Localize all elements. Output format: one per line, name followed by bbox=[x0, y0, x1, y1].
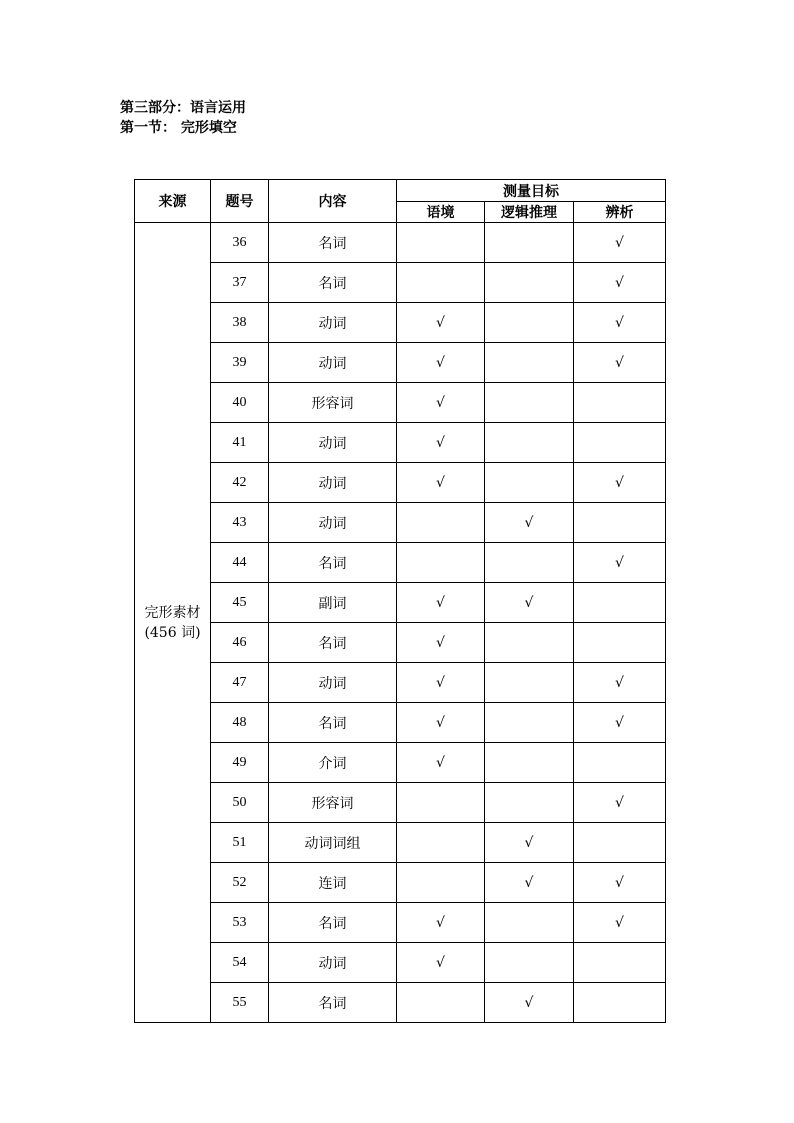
check-mark-icon: √ bbox=[436, 434, 445, 451]
section-title: 第一节： 完形填空 bbox=[120, 120, 237, 136]
table-row bbox=[135, 223, 666, 263]
part-title: 第三部分：语言运用 bbox=[120, 100, 246, 116]
discrimination-mark-cell bbox=[574, 663, 666, 703]
context-mark-cell bbox=[397, 903, 485, 943]
question-content: 名词 bbox=[269, 703, 397, 743]
discrimination-mark-cell bbox=[574, 543, 666, 583]
discrimination-mark-cell bbox=[574, 503, 666, 543]
check-mark-icon: √ bbox=[615, 674, 624, 691]
table-row bbox=[135, 343, 666, 383]
context-mark-cell bbox=[397, 223, 485, 263]
logic-mark-cell bbox=[485, 503, 574, 543]
context-mark-cell bbox=[397, 543, 485, 583]
question-content: 连词 bbox=[269, 863, 397, 903]
question-number: 45 bbox=[211, 583, 269, 623]
context-mark-cell bbox=[397, 623, 485, 663]
question-content: 介词 bbox=[269, 743, 397, 783]
question-content: 动词 bbox=[269, 463, 397, 503]
question-number: 42 bbox=[211, 463, 269, 503]
check-mark-icon: √ bbox=[436, 394, 445, 411]
context-mark-cell bbox=[397, 783, 485, 823]
discrimination-mark-cell bbox=[574, 303, 666, 343]
check-mark-icon: √ bbox=[524, 594, 534, 611]
context-mark-cell bbox=[397, 463, 485, 503]
logic-mark-cell bbox=[485, 703, 574, 743]
logic-mark-cell bbox=[485, 783, 574, 823]
col-header-discrimination: 辨析 bbox=[574, 202, 666, 223]
question-content: 形容词 bbox=[269, 783, 397, 823]
table-row bbox=[135, 663, 666, 703]
table-row bbox=[135, 703, 666, 743]
context-mark-cell bbox=[397, 863, 485, 903]
question-content: 形容词 bbox=[269, 383, 397, 423]
context-mark-cell bbox=[397, 303, 485, 343]
check-mark-icon: √ bbox=[436, 914, 445, 931]
source-label: 完形素材 bbox=[144, 604, 201, 621]
logic-mark-cell bbox=[485, 423, 574, 463]
question-content: 名词 bbox=[269, 263, 397, 303]
context-mark-cell bbox=[397, 383, 485, 423]
logic-mark-cell bbox=[485, 823, 574, 863]
question-number: 53 bbox=[211, 903, 269, 943]
question-content: 动词 bbox=[269, 943, 397, 983]
check-mark-icon: √ bbox=[436, 634, 445, 651]
table-row bbox=[135, 863, 666, 903]
table-row bbox=[135, 583, 666, 623]
col-header-number: 题号 bbox=[211, 180, 269, 223]
question-content: 动词 bbox=[269, 503, 397, 543]
discrimination-mark-cell bbox=[574, 943, 666, 983]
table-row bbox=[135, 783, 666, 823]
question-number: 41 bbox=[211, 423, 269, 463]
check-mark-icon: √ bbox=[436, 594, 445, 611]
context-mark-cell bbox=[397, 743, 485, 783]
logic-mark-cell bbox=[485, 223, 574, 263]
discrimination-mark-cell bbox=[574, 223, 666, 263]
check-mark-icon: √ bbox=[524, 874, 534, 891]
document-headings bbox=[120, 98, 246, 138]
discrimination-mark-cell bbox=[574, 423, 666, 463]
table-row bbox=[135, 903, 666, 943]
check-mark-icon: √ bbox=[436, 714, 445, 731]
check-mark-icon: √ bbox=[615, 554, 624, 571]
check-mark-icon: √ bbox=[615, 714, 624, 731]
table-row bbox=[135, 383, 666, 423]
check-mark-icon: √ bbox=[436, 754, 445, 771]
check-mark-icon: √ bbox=[436, 314, 445, 331]
discrimination-mark-cell bbox=[574, 863, 666, 903]
source-word-count: (456 词) bbox=[144, 624, 201, 641]
table-row bbox=[135, 823, 666, 863]
question-content: 名词 bbox=[269, 623, 397, 663]
question-content: 名词 bbox=[269, 983, 397, 1023]
logic-mark-cell bbox=[485, 743, 574, 783]
question-content: 动词词组 bbox=[269, 823, 397, 863]
context-mark-cell bbox=[397, 503, 485, 543]
check-mark-icon: √ bbox=[615, 914, 624, 931]
context-mark-cell bbox=[397, 943, 485, 983]
check-mark-icon: √ bbox=[615, 314, 624, 331]
logic-mark-cell bbox=[485, 463, 574, 503]
question-number: 51 bbox=[211, 823, 269, 863]
col-header-content: 内容 bbox=[269, 180, 397, 223]
question-content: 名词 bbox=[269, 543, 397, 583]
question-number: 52 bbox=[211, 863, 269, 903]
logic-mark-cell bbox=[485, 383, 574, 423]
source-cell bbox=[135, 223, 211, 1023]
discrimination-mark-cell bbox=[574, 703, 666, 743]
logic-mark-cell bbox=[485, 663, 574, 703]
table-row bbox=[135, 983, 666, 1023]
question-number: 38 bbox=[211, 303, 269, 343]
table-row bbox=[135, 543, 666, 583]
check-mark-icon: √ bbox=[436, 354, 445, 371]
table-row bbox=[135, 263, 666, 303]
question-number: 37 bbox=[211, 263, 269, 303]
question-content: 名词 bbox=[269, 903, 397, 943]
logic-mark-cell bbox=[485, 623, 574, 663]
table-row bbox=[135, 503, 666, 543]
table-row bbox=[135, 743, 666, 783]
logic-mark-cell bbox=[485, 943, 574, 983]
logic-mark-cell bbox=[485, 903, 574, 943]
check-mark-icon: √ bbox=[615, 274, 624, 291]
logic-mark-cell bbox=[485, 263, 574, 303]
col-header-source: 来源 bbox=[135, 180, 211, 223]
check-mark-icon: √ bbox=[524, 994, 534, 1011]
check-mark-icon: √ bbox=[615, 794, 624, 811]
table-row bbox=[135, 303, 666, 343]
discrimination-mark-cell bbox=[574, 383, 666, 423]
discrimination-mark-cell bbox=[574, 823, 666, 863]
question-number: 46 bbox=[211, 623, 269, 663]
context-mark-cell bbox=[397, 983, 485, 1023]
context-mark-cell bbox=[397, 703, 485, 743]
check-mark-icon: √ bbox=[615, 234, 624, 251]
question-number: 54 bbox=[211, 943, 269, 983]
check-mark-icon: √ bbox=[524, 514, 534, 531]
question-number: 36 bbox=[211, 223, 269, 263]
question-number: 44 bbox=[211, 543, 269, 583]
check-mark-icon: √ bbox=[524, 834, 534, 851]
logic-mark-cell bbox=[485, 863, 574, 903]
table-row bbox=[135, 463, 666, 503]
question-number: 48 bbox=[211, 703, 269, 743]
question-content: 动词 bbox=[269, 303, 397, 343]
check-mark-icon: √ bbox=[615, 874, 624, 891]
check-mark-icon: √ bbox=[436, 954, 445, 971]
discrimination-mark-cell bbox=[574, 623, 666, 663]
logic-mark-cell bbox=[485, 303, 574, 343]
col-header-logic: 逻辑推理 bbox=[485, 202, 574, 223]
table-row bbox=[135, 943, 666, 983]
check-mark-icon: √ bbox=[615, 354, 624, 371]
discrimination-mark-cell bbox=[574, 743, 666, 783]
header-row bbox=[135, 180, 666, 202]
question-content: 副词 bbox=[269, 583, 397, 623]
check-mark-icon: √ bbox=[615, 474, 624, 491]
question-content: 名词 bbox=[269, 223, 397, 263]
question-number: 50 bbox=[211, 783, 269, 823]
discrimination-mark-cell bbox=[574, 783, 666, 823]
discrimination-mark-cell bbox=[574, 263, 666, 303]
context-mark-cell bbox=[397, 423, 485, 463]
col-header-context: 语境 bbox=[397, 202, 485, 223]
check-mark-icon: √ bbox=[436, 674, 445, 691]
question-number: 49 bbox=[211, 743, 269, 783]
table-row bbox=[135, 423, 666, 463]
context-mark-cell bbox=[397, 663, 485, 703]
cloze-analysis-table bbox=[134, 179, 666, 1023]
context-mark-cell bbox=[397, 263, 485, 303]
question-number: 47 bbox=[211, 663, 269, 703]
context-mark-cell bbox=[397, 343, 485, 383]
context-mark-cell bbox=[397, 823, 485, 863]
discrimination-mark-cell bbox=[574, 343, 666, 383]
discrimination-mark-cell bbox=[574, 903, 666, 943]
logic-mark-cell bbox=[485, 543, 574, 583]
question-number: 43 bbox=[211, 503, 269, 543]
col-header-target: 测量目标 bbox=[397, 180, 666, 202]
table-body bbox=[135, 223, 666, 1023]
question-number: 40 bbox=[211, 383, 269, 423]
logic-mark-cell bbox=[485, 583, 574, 623]
context-mark-cell bbox=[397, 583, 485, 623]
logic-mark-cell bbox=[485, 343, 574, 383]
check-mark-icon: √ bbox=[436, 474, 445, 491]
question-content: 动词 bbox=[269, 343, 397, 383]
table-row bbox=[135, 623, 666, 663]
logic-mark-cell bbox=[485, 983, 574, 1023]
question-number: 55 bbox=[211, 983, 269, 1023]
question-number: 39 bbox=[211, 343, 269, 383]
discrimination-mark-cell bbox=[574, 463, 666, 503]
question-content: 动词 bbox=[269, 423, 397, 463]
question-content: 动词 bbox=[269, 663, 397, 703]
discrimination-mark-cell bbox=[574, 983, 666, 1023]
discrimination-mark-cell bbox=[574, 583, 666, 623]
